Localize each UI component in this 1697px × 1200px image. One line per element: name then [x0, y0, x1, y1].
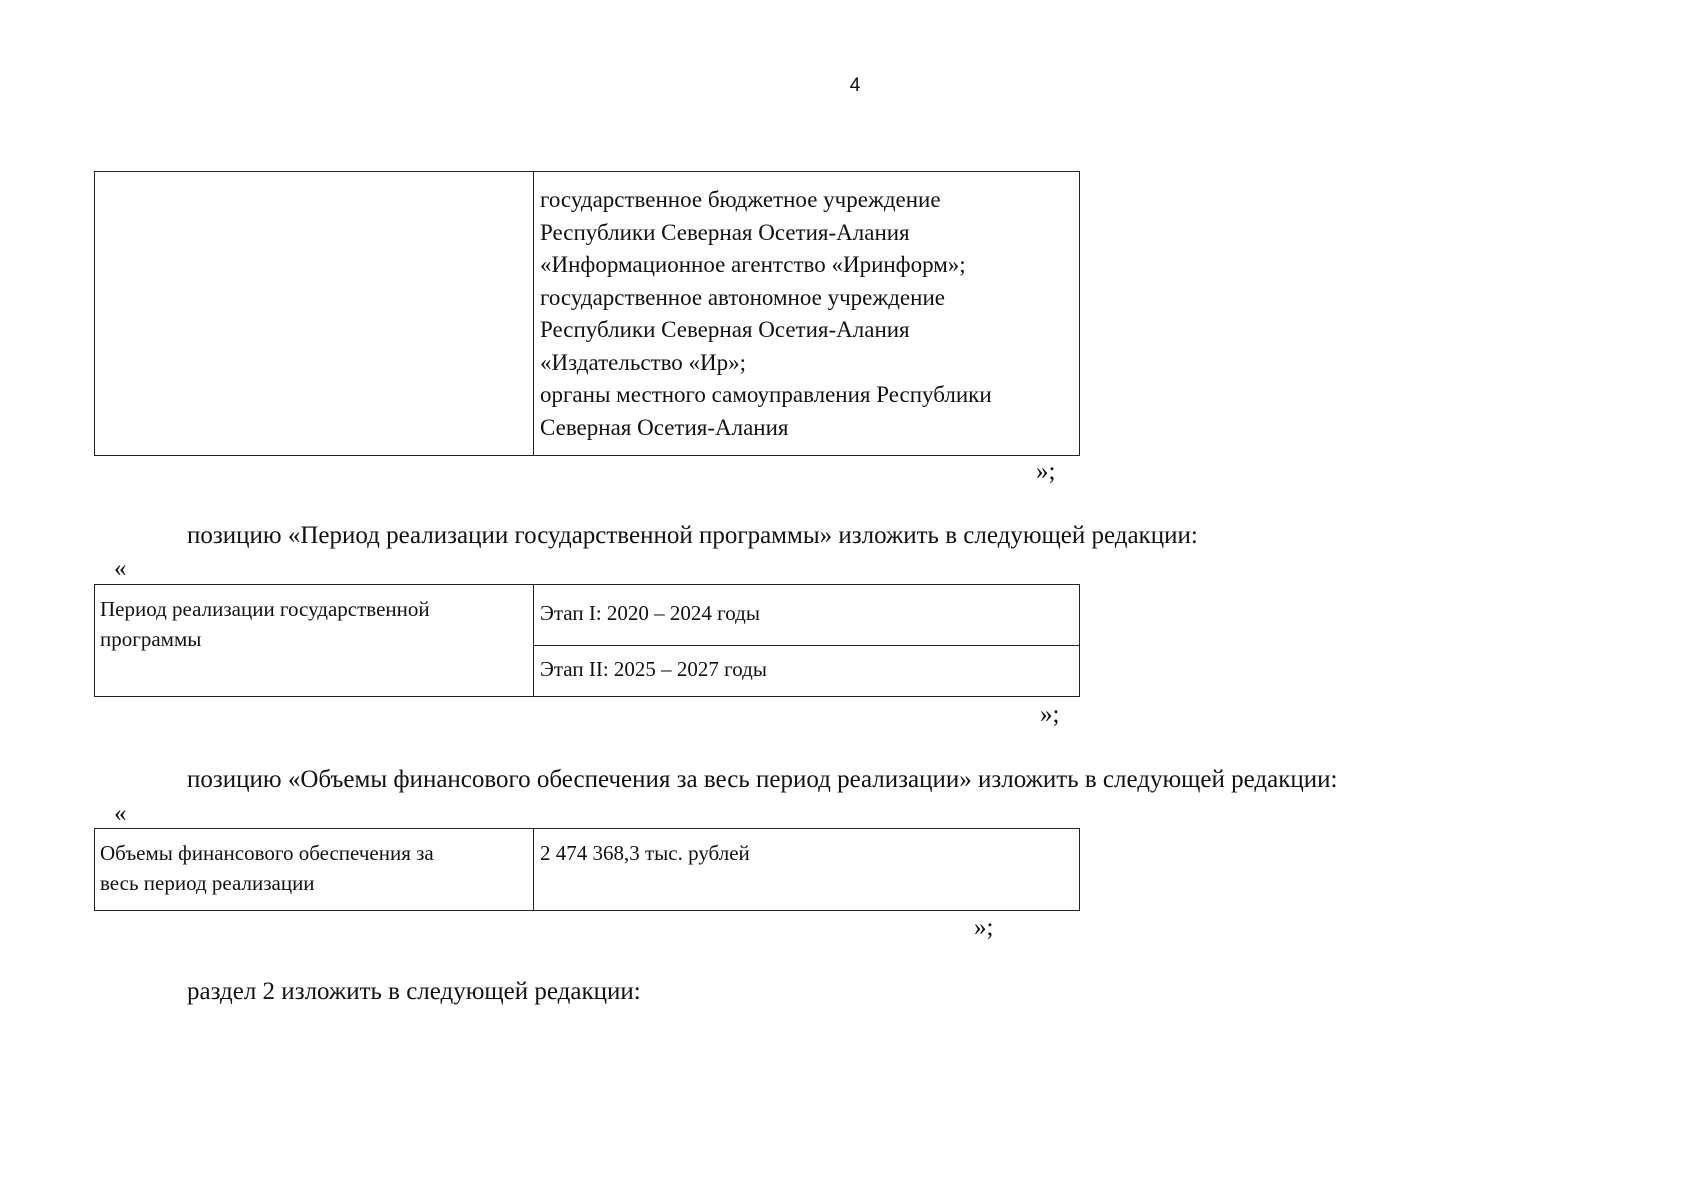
executors-line: «Издательство «Ир»; — [540, 349, 747, 375]
executors-line: Северная Осетия-Алания — [540, 414, 789, 440]
executors-cell-text — [540, 184, 992, 444]
executors-line: «Информационное агентство «Иринформ»; — [540, 252, 966, 277]
period-intro-paragraph: позицию «Период реализации государственной программы» изложить в следующей редакции: — [187, 522, 1198, 549]
executors-line: государственное бюджетное учреждение — [540, 187, 941, 212]
executors-line: Республики Северная Осетия-Алания — [540, 317, 910, 342]
opening-quote-2: « — [114, 555, 127, 582]
finance-table-divider — [533, 828, 534, 911]
executors-table-divider — [533, 171, 534, 456]
finance-label — [100, 838, 434, 898]
finance-intro-paragraph: позицию «Объемы финансового обеспечения за весь период реализации» изложить в следующей редакции: — [187, 766, 1338, 793]
closing-quote-1: »; — [1036, 458, 1056, 485]
period-label — [100, 594, 430, 654]
closing-quote-3: »; — [974, 914, 994, 941]
period-table-divider — [533, 584, 534, 697]
executors-line: органы местного самоуправления Республики — [540, 382, 992, 407]
executors-line: государственное автономное учреждение — [540, 284, 945, 310]
period-label-line: программы — [100, 627, 202, 651]
executors-line: Республики Северная Осетия-Алания — [540, 219, 910, 245]
finance-value: 2 474 368,3 тыс. рублей — [540, 841, 750, 865]
page-number: 4 — [849, 75, 861, 96]
finance-label-line: весь период реализации — [100, 871, 315, 895]
closing-quote-2: »; — [1040, 701, 1060, 728]
stage-1-value: Этап I: 2020 – 2024 годы — [540, 601, 760, 625]
opening-quote-3: « — [114, 800, 127, 827]
section-2-paragraph: раздел 2 изложить в следующей редакции: — [187, 978, 641, 1005]
finance-label-line: Объемы финансового обеспечения за — [100, 841, 434, 865]
period-label-line: Период реализации государственной — [100, 597, 430, 621]
stage-2-value: Этап II: 2025 – 2027 годы — [540, 657, 767, 681]
period-table-row-divider — [533, 645, 1080, 646]
